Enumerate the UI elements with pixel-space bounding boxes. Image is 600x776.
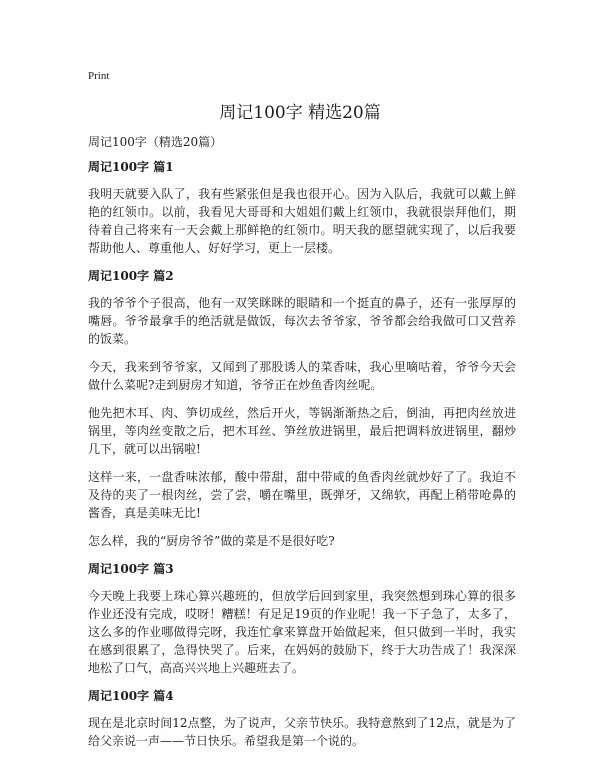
document-intro: 周记100字（精选20篇） (88, 135, 223, 149)
section-2 (88, 267, 516, 550)
paragraph: 我明天就要入队了，我有些紧张但是我也很开心。因为入队后，我就可以戴上鲜艳的红领巾。以前，我看见大哥哥和大姐姐们戴上红领巾，我就很崇拜他们，期待着自己将来有一天会戴上那鲜艳的红领巾。明天我的愿望就实现了，以后我要帮助他人、尊重他人、好好学习，更上一层楼。 (88, 187, 516, 255)
document-body (88, 133, 516, 757)
paragraph: 现在是北京时间12点整，为了说声，父亲节快乐。我特意熬到了12点，就是为了给父亲说一声——节日快乐。希望我是第一个说的。 (88, 716, 516, 748)
print-link[interactable]: Print (88, 70, 110, 82)
section-4 (88, 687, 516, 750)
paragraph: 今天，我来到爷爷家，又闻到了那股诱人的菜香味，我心里嘀咕着，爷爷今天会做什么菜呢?走到厨房才知道，爷爷正在炒鱼香肉丝呢。 (88, 360, 516, 392)
section-heading: 周记100字 篇1 (88, 160, 174, 174)
section-heading: 周记100字 篇2 (88, 269, 174, 283)
section-1 (88, 158, 516, 257)
paragraph: 我的爷爷个子很高，他有一双笑眯眯的眼睛和一个挺直的鼻子，还有一张厚厚的嘴唇。爷爷最拿手的绝活就是做饭，每次去爷爷家，爷爷都会给我做可口又营养的饭菜。 (88, 296, 516, 346)
document-title: 周记100字 精选20篇 (219, 103, 381, 123)
section-heading: 周记100字 篇3 (88, 562, 174, 576)
paragraph: 这样一来，一盘香味浓郁，酸中带甜，甜中带咸的鱼香肉丝就炒好了了。我迫不及待的夹了一根肉丝，尝了尝，嚼在嘴里，既弹牙，又绵软，再配上稍带呛鼻的酱香，真是美味无比! (88, 470, 516, 520)
section-heading: 周记100字 篇4 (88, 689, 174, 703)
section-3 (88, 560, 516, 677)
paragraph: 他先把木耳、肉、笋切成丝，然后开火，等锅渐渐热之后，倒油，再把肉丝放进锅里，等肉丝变散之后，把木耳丝、笋丝放进锅里，最后把调料放进锅里，翻炒几下，就可以出锅啦! (88, 406, 516, 456)
paragraph: 怎么样，我的“厨房爷爷”做的菜是不是很好吃? (88, 534, 335, 548)
paragraph: 今天晚上我要上珠心算兴趣班的，但放学后回到家里，我突然想到珠心算的很多作业还没有完成，哎呀！糟糕！有足足19页的作业呢！我一下子急了，太多了，这么多的作业哪做得完呀，我连忙拿来算盘开始做起来，但只做到一半时，我实在感到很累了，急得快哭了。后来，在妈妈的鼓励下，终于大功告成了！我深深地松了口气，高高兴兴地上兴趣班去了。 (88, 589, 516, 675)
